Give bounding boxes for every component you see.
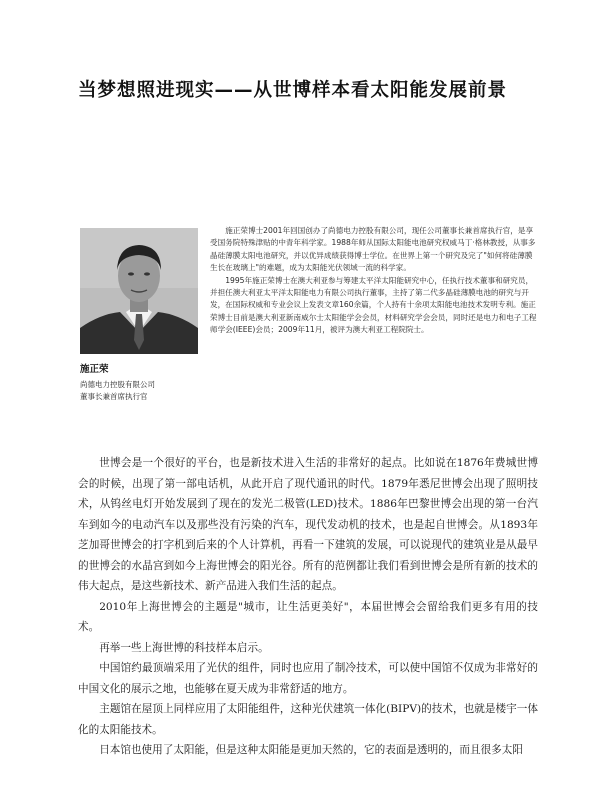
- article-title: 当梦想照进现实——从世博样本看太阳能发展前景: [78, 80, 508, 101]
- person-name: 施正荣: [80, 364, 109, 375]
- body-paragraph: 主题馆在屋顶上同样应用了太阳能组件，这种光伏建筑一体化(BIPV)的技术，也就是楼宇一体化的太阳能技术。: [78, 703, 538, 736]
- person-org-line: 尚德电力控股有限公司: [80, 380, 155, 389]
- author-bio: [210, 225, 540, 337]
- author-photo: [80, 228, 198, 354]
- body-paragraph: 世博会是一个很好的平台，也是新技术进入生活的非常好的起点。比如说在1876年费城世博会的时候，出现了第一部电话机，从此开启了现代通讯的时代。1879年悉尼世博会出现了照明技术，从钨丝电灯开始发展到了现在的发光二极管(LED)技术。1886年巴黎世博会出现的第一台汽车到如今的电动汽车以及那些没有污染的汽车，现代发动机的技术，也是起自世博会。从1893年芝加哥世博会的打字机到后来的个人计算机，再看一下建筑的发展，可以说现代的建筑业是从最早的世博会的水晶宫到如今上海世博会的阳光谷。所有的范例都让我们看到世博会是所有新的技术的伟大起点，是这些新技术、新产品进入我们生活的起点。: [78, 457, 538, 592]
- body-paragraph: 日本馆也使用了太阳能，但是这种太阳能是更加天然的，它的表面是透明的，而且很多太阳: [99, 744, 523, 756]
- body-paragraph: 中国馆约最顶端采用了光伏的组件，同时也应用了制冷技术，可以使中国馆不仅成为非常好的中国文化的展示之地，也能够在夏天成为非常舒适的地方。: [78, 662, 538, 695]
- person-affiliation: [80, 379, 200, 402]
- person-title-line: 董事长兼首席执行官: [80, 391, 148, 401]
- bio-paragraph: 施正荣博士2001年回国创办了尚德电力控股有限公司，现任公司董事长兼首席执行官，是享受国务院特殊津贴的中青年科学家。1988年师从国际太阳能电池研究权威马丁·格林教授，从事多晶硅薄膜太阳电池研究，并以优异成绩获得博士学位。在世界上第一个研究及完了"如何将硅薄膜生长在玻璃上"的难题，成为太阳能光伏领域一流的科学家。: [210, 226, 536, 273]
- body-paragraph: 再举一些上海世博的科技样本启示。: [99, 641, 269, 654]
- bio-paragraph: 1995年施正荣博士在澳大利亚参与筹建太平洋太阳能研究中心，任执行技术董事和研究员，并担任澳大利亚太平洋太阳能电力有限公司执行董事，主持了第二代多晶硅薄膜电池的研究与开发，在国际权威和专业会议上发表文章160余篇，个人持有十余项太阳能电池技术发明专利。施正荣博士目前是澳大利亚新南威尔士太阳能学会会员，材料研究学会会员，同时还是电力和电子工程师学会(IEEE)会员；2009年11月，被评为澳大利亚工程院院士。: [210, 275, 537, 335]
- body-paragraph: 2010年上海世博会的主题是"城市，让生活更美好"，本届世博会会留给我们更多有用的技术。: [78, 600, 538, 633]
- article-body: [78, 453, 538, 761]
- portrait-image: [80, 228, 198, 354]
